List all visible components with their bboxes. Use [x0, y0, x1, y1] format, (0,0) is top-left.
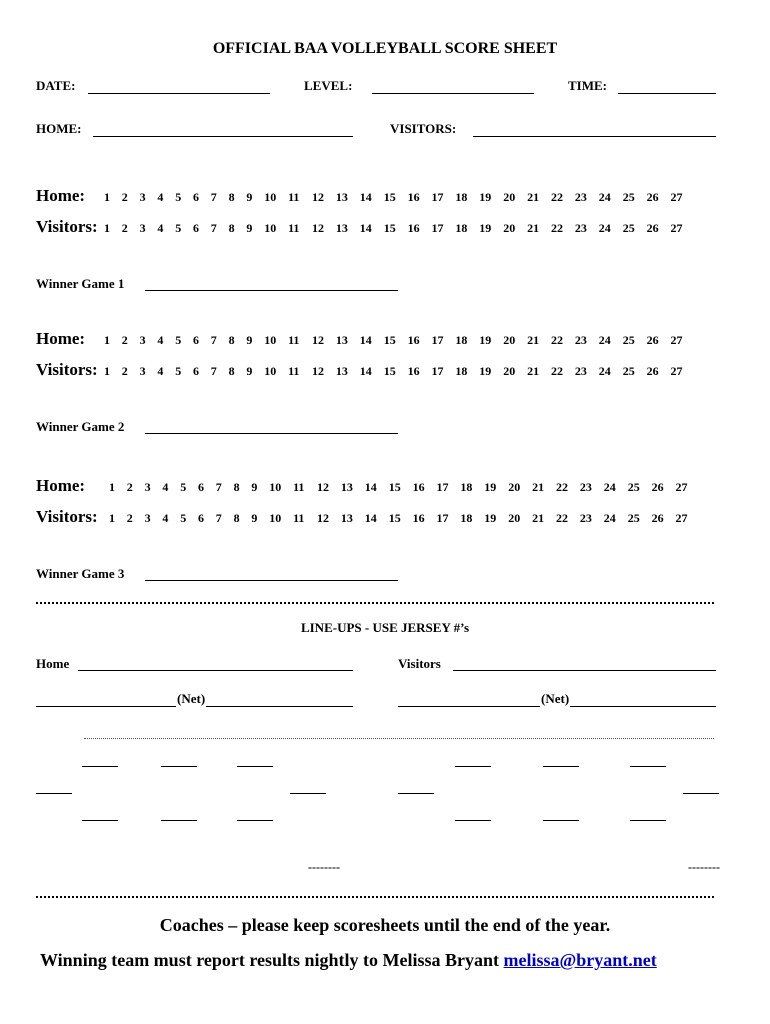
time-field[interactable] [618, 93, 716, 94]
score-point[interactable]: 5 [175, 364, 182, 378]
score-point[interactable]: 12 [312, 333, 324, 347]
score-point[interactable]: 8 [228, 333, 235, 347]
score-point[interactable]: 1 [104, 190, 110, 204]
score-point[interactable]: 21 [527, 221, 540, 235]
score-point[interactable]: 3 [139, 221, 146, 235]
score-point[interactable]: 4 [157, 221, 164, 235]
score-point[interactable]: 8 [228, 190, 235, 204]
score-point[interactable]: 16 [407, 190, 420, 204]
score-point[interactable]: 4 [162, 480, 169, 494]
date-label: DATE: [36, 78, 76, 93]
score-point[interactable]: 27 [675, 511, 688, 525]
visitors-position-2[interactable] [543, 766, 579, 767]
score-point[interactable]: 20 [508, 480, 521, 494]
score-point[interactable]: 18 [455, 190, 468, 204]
home-position-2[interactable] [161, 766, 197, 767]
score-point[interactable]: 9 [251, 511, 258, 525]
footer-report-text: Winning team must report results nightly to Melissa Bryant [40, 950, 500, 970]
score-point[interactable]: 3 [144, 511, 151, 525]
score-point[interactable]: 7 [210, 190, 217, 204]
time-label: TIME: [568, 78, 607, 93]
home-position-8[interactable] [237, 820, 273, 821]
score-point[interactable]: 24 [603, 511, 616, 525]
score-point[interactable]: 3 [139, 190, 146, 204]
game2-visitors-label: Visitors: [36, 360, 98, 379]
score-point[interactable]: 24 [598, 190, 611, 204]
score-point[interactable]: 3 [139, 333, 146, 347]
score-point[interactable]: 25 [622, 221, 635, 235]
score-point[interactable]: 18 [455, 364, 468, 378]
score-point[interactable]: 17 [431, 333, 444, 347]
score-point[interactable]: 5 [175, 221, 182, 235]
visitors-position-5[interactable] [683, 793, 719, 794]
score-point[interactable]: 2 [126, 480, 133, 494]
score-point[interactable]: 24 [598, 221, 611, 235]
score-point[interactable]: 1 [104, 333, 110, 347]
score-point[interactable]: 26 [651, 511, 664, 525]
game1-winner-field[interactable] [145, 290, 398, 291]
score-point[interactable]: 15 [383, 364, 396, 378]
score-point[interactable]: 5 [175, 333, 182, 347]
score-point[interactable]: 26 [646, 190, 659, 204]
score-point[interactable]: 15 [388, 511, 401, 525]
score-point[interactable]: 4 [157, 364, 164, 378]
score-point[interactable]: 17 [431, 364, 444, 378]
score-point[interactable]: 6 [193, 221, 199, 235]
score-point[interactable]: 25 [627, 480, 640, 494]
score-point[interactable]: 7 [215, 480, 222, 494]
score-point[interactable]: 6 [198, 480, 204, 494]
score-point[interactable]: 10 [269, 480, 282, 494]
score-point[interactable]: 16 [407, 221, 420, 235]
score-point[interactable]: 6 [193, 190, 199, 204]
score-point[interactable]: 11 [288, 364, 300, 378]
score-point[interactable]: 15 [383, 190, 396, 204]
score-point[interactable]: 4 [157, 190, 164, 204]
score-point[interactable]: 6 [193, 364, 199, 378]
score-point[interactable]: 10 [264, 190, 277, 204]
home-position-5[interactable] [290, 793, 326, 794]
score-point[interactable]: 23 [579, 511, 592, 525]
score-point[interactable]: 5 [180, 511, 187, 525]
lineups-title: LINE-UPS - USE JERSEY #’s [300, 620, 470, 635]
visitors-net-label: (Net) [541, 691, 570, 706]
visitors-team-field[interactable] [473, 136, 716, 137]
score-point[interactable]: 25 [622, 364, 635, 378]
separator-bottom [36, 896, 714, 898]
score-point[interactable]: 8 [233, 480, 240, 494]
score-point[interactable]: 6 [193, 333, 199, 347]
score-point[interactable]: 2 [121, 364, 128, 378]
score-point[interactable]: 7 [210, 364, 217, 378]
score-point[interactable]: 27 [670, 364, 683, 378]
score-point[interactable]: 21 [532, 480, 545, 494]
home-position-6[interactable] [82, 820, 118, 821]
lineup-visitors-field[interactable] [453, 670, 716, 671]
score-point[interactable]: 14 [359, 364, 372, 378]
score-point[interactable]: 1 [104, 221, 110, 235]
score-point[interactable]: 10 [269, 511, 282, 525]
email-link[interactable]: melissa@bryant.net [503, 950, 657, 970]
score-point[interactable]: 19 [479, 190, 492, 204]
game2-home-label: Home: [36, 329, 86, 348]
lineup-home-field[interactable] [78, 670, 353, 671]
visitors-position-8[interactable] [630, 820, 666, 821]
score-point[interactable]: 14 [364, 511, 377, 525]
score-point[interactable]: 26 [646, 364, 659, 378]
score-point[interactable]: 20 [503, 364, 516, 378]
score-point[interactable]: 2 [126, 511, 133, 525]
score-point[interactable]: 26 [651, 480, 664, 494]
home-team-field[interactable] [93, 136, 353, 137]
score-point[interactable]: 3 [139, 364, 146, 378]
score-point[interactable]: 1 [109, 511, 115, 525]
footer-report-note [40, 950, 657, 971]
score-point[interactable]: 18 [460, 511, 473, 525]
score-point[interactable]: 9 [246, 333, 253, 347]
score-point[interactable]: 15 [383, 333, 396, 347]
score-point[interactable]: 24 [598, 333, 611, 347]
game1-winner-label: Winner Game 1 [36, 276, 125, 291]
score-point[interactable]: 12 [312, 221, 324, 235]
score-point[interactable]: 8 [228, 364, 235, 378]
home-position-7[interactable] [161, 820, 197, 821]
level-label: LEVEL: [304, 78, 353, 93]
score-point[interactable]: 21 [527, 364, 540, 378]
score-point[interactable]: 16 [412, 480, 425, 494]
score-point[interactable]: 2 [121, 221, 128, 235]
score-point[interactable]: 21 [532, 511, 545, 525]
score-point[interactable]: 15 [388, 480, 401, 494]
score-point[interactable]: 11 [293, 480, 305, 494]
score-point[interactable]: 25 [627, 511, 640, 525]
score-point[interactable]: 9 [246, 190, 253, 204]
score-point[interactable]: 19 [479, 221, 492, 235]
game1-home-label: Home: [36, 186, 86, 205]
score-point[interactable]: 12 [317, 480, 329, 494]
score-point[interactable]: 18 [460, 480, 473, 494]
score-point[interactable]: 1 [109, 480, 115, 494]
score-point[interactable]: 17 [431, 221, 444, 235]
score-point[interactable]: 2 [121, 190, 128, 204]
score-point[interactable]: 10 [264, 221, 277, 235]
score-point[interactable]: 19 [484, 511, 497, 525]
score-point[interactable]: 16 [407, 364, 420, 378]
score-point[interactable]: 13 [335, 190, 348, 204]
visitors-position-1[interactable] [455, 766, 491, 767]
score-point[interactable]: 17 [436, 511, 449, 525]
score-point[interactable]: 18 [455, 333, 468, 347]
score-point[interactable]: 5 [175, 190, 182, 204]
footer-note: Coaches – please keep scoresheets until the end of the year. [159, 915, 611, 935]
score-point[interactable]: 22 [556, 511, 568, 525]
page-title: OFFICIAL BAA VOLLEYBALL SCORE SHEET [212, 40, 558, 57]
score-point[interactable]: 20 [503, 221, 516, 235]
score-point[interactable]: 3 [144, 480, 151, 494]
home-position-1[interactable] [82, 766, 118, 767]
game3-winner-field[interactable] [145, 580, 398, 581]
score-point[interactable]: 20 [508, 511, 521, 525]
visitors-server-dashes: -------- [688, 860, 720, 874]
visitors-position-3[interactable] [630, 766, 666, 767]
score-point[interactable]: 4 [157, 333, 164, 347]
level-field[interactable] [372, 93, 534, 94]
score-point[interactable]: 13 [335, 364, 348, 378]
score-point[interactable]: 14 [359, 333, 372, 347]
score-point[interactable]: 22 [551, 221, 563, 235]
score-point[interactable]: 11 [293, 511, 305, 525]
game2-winner-field[interactable] [145, 433, 398, 434]
net-divider [84, 738, 714, 739]
score-point[interactable]: 26 [646, 221, 659, 235]
score-point[interactable]: 19 [479, 333, 492, 347]
score-point[interactable]: 27 [670, 221, 683, 235]
score-point[interactable]: 9 [251, 480, 258, 494]
game3-visitors-label: Visitors: [36, 507, 98, 526]
score-point[interactable]: 24 [603, 480, 616, 494]
score-point[interactable]: 13 [340, 480, 353, 494]
score-point[interactable]: 27 [670, 190, 683, 204]
game3-winner-label: Winner Game 3 [36, 566, 125, 581]
visitors-position-6[interactable] [455, 820, 491, 821]
score-point[interactable]: 23 [574, 364, 587, 378]
score-point[interactable]: 7 [210, 333, 217, 347]
game2-winner-label: Winner Game 2 [36, 419, 125, 434]
score-point[interactable]: 15 [383, 221, 396, 235]
score-point[interactable]: 12 [312, 364, 324, 378]
visitors-position-4[interactable] [398, 793, 434, 794]
score-point[interactable]: 8 [228, 221, 235, 235]
home-label: HOME: [36, 121, 82, 136]
home-server-dashes: -------- [308, 860, 340, 874]
score-point[interactable]: 10 [264, 333, 277, 347]
score-point[interactable]: 16 [407, 333, 420, 347]
score-point[interactable]: 23 [579, 480, 592, 494]
visitors-label: VISITORS: [390, 121, 457, 136]
score-point[interactable]: 9 [246, 221, 253, 235]
score-point[interactable]: 24 [598, 364, 611, 378]
score-point[interactable]: 10 [264, 364, 277, 378]
score-point[interactable]: 16 [412, 511, 425, 525]
home-net-label: (Net) [177, 691, 206, 706]
score-point[interactable]: 9 [246, 364, 253, 378]
score-point[interactable]: 21 [527, 333, 540, 347]
score-point[interactable]: 27 [675, 480, 688, 494]
score-point[interactable]: 20 [503, 333, 516, 347]
score-point[interactable]: 13 [335, 221, 348, 235]
score-point[interactable]: 11 [288, 221, 300, 235]
score-point[interactable]: 19 [484, 480, 497, 494]
score-point[interactable]: 27 [670, 333, 683, 347]
home-position-4[interactable] [36, 793, 72, 794]
score-point[interactable]: 11 [288, 190, 300, 204]
score-point[interactable]: 12 [312, 190, 324, 204]
game3-home-label: Home: [36, 476, 86, 495]
score-point[interactable]: 2 [121, 333, 128, 347]
score-point[interactable]: 7 [215, 511, 222, 525]
score-point[interactable]: 13 [335, 333, 348, 347]
score-point[interactable]: 23 [574, 190, 587, 204]
score-point[interactable]: 17 [436, 480, 449, 494]
score-point[interactable]: 22 [551, 364, 563, 378]
separator-top [36, 602, 714, 604]
home-position-3[interactable] [237, 766, 273, 767]
visitors-position-7[interactable] [543, 820, 579, 821]
score-point[interactable]: 22 [551, 190, 563, 204]
score-point[interactable]: 1 [104, 364, 110, 378]
score-point[interactable]: 20 [503, 190, 516, 204]
score-point[interactable]: 14 [359, 190, 372, 204]
game1-visitors-label: Visitors: [36, 217, 98, 236]
score-point[interactable]: 7 [210, 221, 217, 235]
score-point[interactable]: 19 [479, 364, 492, 378]
score-point[interactable]: 25 [622, 333, 635, 347]
score-point[interactable]: 23 [574, 221, 587, 235]
score-point[interactable]: 18 [455, 221, 468, 235]
score-point[interactable]: 17 [431, 190, 444, 204]
date-field[interactable] [88, 93, 270, 94]
score-point[interactable]: 14 [359, 221, 372, 235]
score-point[interactable]: 23 [574, 333, 587, 347]
score-point[interactable]: 26 [646, 333, 659, 347]
lineup-visitors-label: Visitors [398, 656, 441, 671]
score-point[interactable]: 13 [340, 511, 353, 525]
score-point[interactable]: 4 [162, 511, 169, 525]
score-point[interactable]: 25 [622, 190, 635, 204]
score-point[interactable]: 12 [317, 511, 329, 525]
score-point[interactable]: 8 [233, 511, 240, 525]
score-point[interactable]: 22 [551, 333, 563, 347]
score-point[interactable]: 6 [198, 511, 204, 525]
score-point[interactable]: 14 [364, 480, 377, 494]
score-point[interactable]: 21 [527, 190, 540, 204]
score-point[interactable]: 5 [180, 480, 187, 494]
lineup-home-label: Home [36, 656, 70, 671]
score-point[interactable]: 22 [556, 480, 568, 494]
score-point[interactable]: 11 [288, 333, 300, 347]
